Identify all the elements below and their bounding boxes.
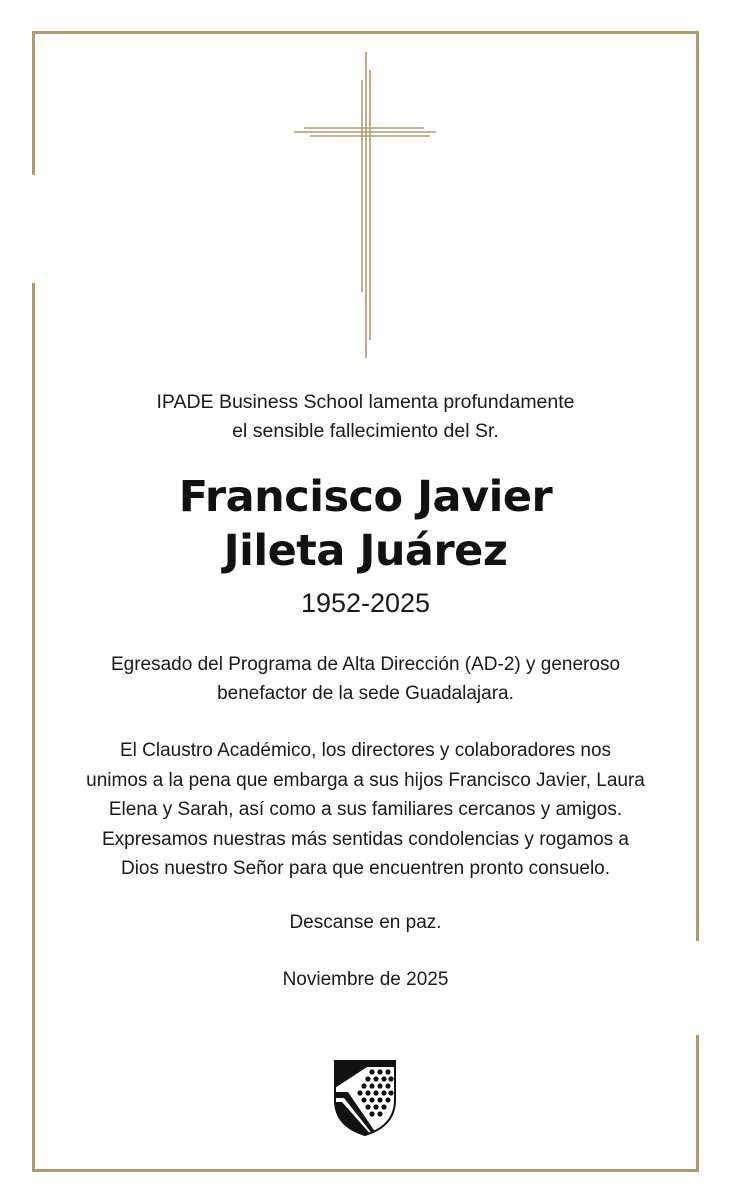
cross-icon [290, 52, 440, 362]
paragraph-line: Dios nuestro Señor para que encuentren pronto consuelo. [120, 858, 611, 879]
paragraph-line: Egresado del Programa de Alta Dirección (AD-2) y generoso [110, 654, 621, 675]
deceased-name [0, 470, 731, 578]
notice-date: Noviembre de 2025 [282, 969, 449, 990]
paragraph-line: benefactor de la sede Guadalajara. [217, 683, 514, 704]
closing-text: Descanse en paz. [289, 912, 442, 933]
life-years: 1952-2025 [300, 588, 431, 618]
paragraph-line: Elena y Sarah, así como a sus familiares cercanos y amigos. [108, 799, 623, 820]
intro-text [0, 388, 731, 446]
paragraph-line: El Claustro Académico, los directores y colaboradores nos [119, 740, 612, 761]
frame-left-upper [32, 31, 35, 175]
paragraph-line: unimos a la pena que embarga a sus hijos Francisco Javier, Laura [86, 769, 645, 791]
frame-bottom [32, 1169, 699, 1172]
paragraph-line: Expresamos nuestras más sentidas condolencias y rogamos a [102, 828, 629, 850]
ipade-crest-logo [334, 1060, 396, 1136]
biography-paragraph [0, 650, 731, 708]
name-line: Jileta Juárez [223, 526, 508, 576]
intro-line: el sensible fallecimiento del Sr. [232, 420, 499, 442]
name-line: Francisco Javier [178, 472, 553, 522]
condolence-paragraph [0, 736, 731, 884]
frame-right-lower [696, 1035, 699, 1172]
intro-line: IPADE Business School lamenta profundamente [156, 391, 575, 413]
frame-top [32, 31, 699, 34]
